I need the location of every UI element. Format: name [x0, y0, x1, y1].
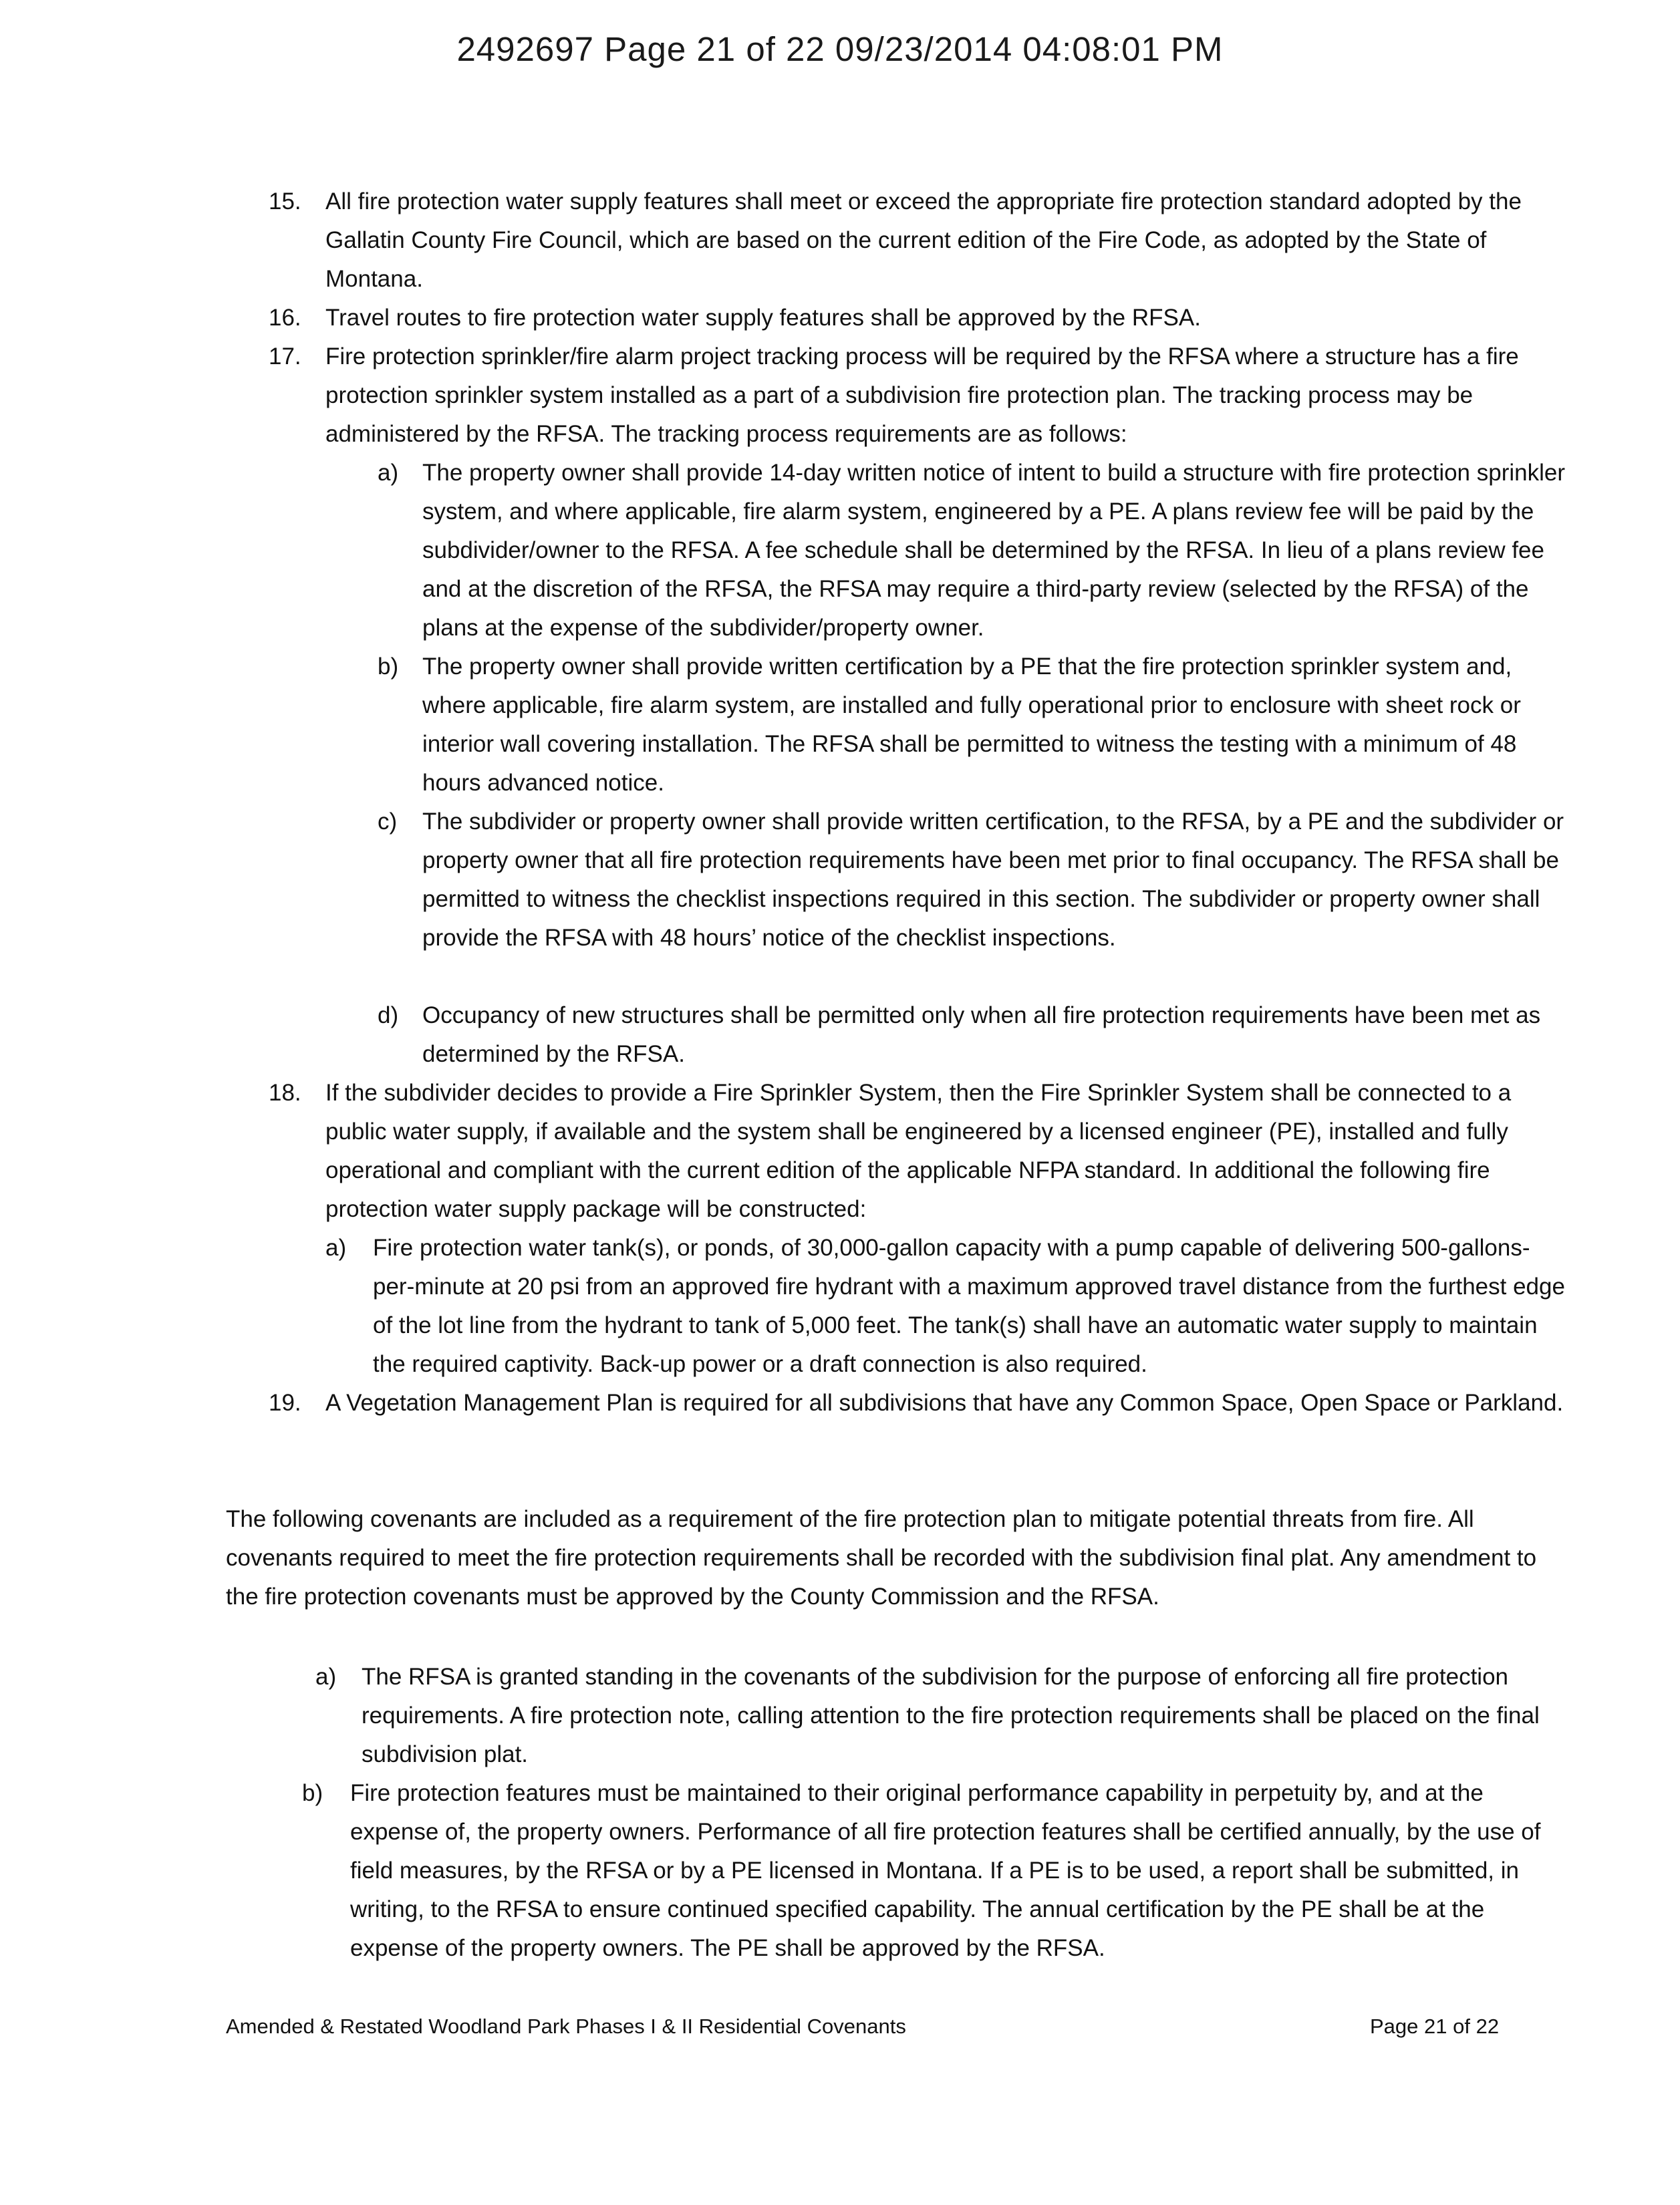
footer-page-number: Page 21 of 22 — [1370, 2015, 1500, 2038]
item-number: 18. — [269, 1080, 301, 1106]
item-letter: b) — [378, 653, 399, 680]
covenants-intro-paragraph: The following covenants are included as a requirement of the fire protection plan to mitigate potential threats from fire. All covenants required to meet the fire protection requirements shall be recorded with the subdivision final plat. Any amendment to the fire protection covenants must be approved by the County Commission and the RFSA. — [226, 1506, 1537, 1610]
item-number: 17. — [269, 343, 301, 370]
item-text: All fire protection water supply features shall meet or exceed the appropriate fire protection standard adopted by the Gallatin County Fire Council, which are based on the current edition of the Fire Code, as adopted by the State of Montana. — [325, 188, 1522, 292]
item-letter: a) — [325, 1235, 347, 1261]
item-number: 19. — [269, 1390, 301, 1416]
item-text: A Vegetation Management Plan is required for all subdivisions that have any Common Space, Open Space or Parkland. — [325, 1390, 1564, 1416]
item-number: 15. — [269, 188, 301, 214]
item-number: 16. — [269, 305, 301, 331]
item-text: The property owner shall provide 14-day written notice of intent to build a structure with fire protection sprinkler system, and where applicable, fire alarm system, engineered by a PE. A plans review fee will be paid by the subdivider/owner to the RFSA. A fee schedule shall be determined by the RFSA. In lieu of a plans review fee and at the discretion of the RFSA, the RFSA may require a third-party review (selected by the RFSA) of the plans at the expense of the subdivider/property owner. — [422, 460, 1566, 641]
recording-stamp: 2492697 Page 21 of 22 09/23/2014 04:08:01 PM — [456, 30, 1224, 68]
item-text: If the subdivider decides to provide a Fire Sprinkler System, then the Fire Sprinkler System shall be connected to a public water supply, if available and the system shall be engineered by a licensed engineer (PE), installed and fully operational and compliant with the current edition of the applicable NFPA standard. In additional the following fire protection water supply package will be constructed: — [325, 1080, 1512, 1222]
item-text: Fire protection sprinkler/fire alarm project tracking process will be required by the RFSA where a structure has a fire protection sprinkler system installed as a part of a subdivision fire protection plan. The tracking process may be administered by the RFSA. The tracking process requirements are as follows: — [325, 343, 1519, 447]
item-text: The RFSA is granted standing in the covenants of the subdivision for the purpose of enforcing all fire protection requirements. A fire protection note, calling attention to the fire protection requirements shall be placed on the final subdivision plat. — [362, 1664, 1540, 1767]
item-text: Fire protection features must be maintained to their original performance capability in perpetuity by, and at the expense of, the property owners. Performance of all fire protection features shall be certified annually, by the use of field measures, by the RFSA or by a PE licensed in Montana. If a PE is to be used, a report shall be submitted, in writing, to the RFSA to ensure continued specified capability. The annual certification by the PE shall be at the expense of the property owners. The PE shall be approved by the RFSA. — [350, 1780, 1541, 1961]
item-text: Occupancy of new structures shall be permitted only when all fire protection requirements have been met as determined by the RFSA. — [422, 1002, 1541, 1067]
item-letter: b) — [302, 1780, 323, 1806]
item-text: Travel routes to fire protection water supply features shall be approved by the RFSA. — [325, 305, 1201, 331]
item-letter: a) — [378, 460, 399, 486]
item-text: Fire protection water tank(s), or ponds, of 30,000-gallon capacity with a pump capable of delivering 500-gallons-per-minute at 20 psi from an approved fire hydrant with a maximum approved travel distance from the furthest edge of the lot line from the hydrant to tank of 5,000 feet. The tank(s) shall have an automatic water supply to maintain the required captivity. Back-up power or a draft connection is also required. — [373, 1235, 1565, 1377]
item-letter: a) — [315, 1664, 337, 1690]
item-text: The property owner shall provide written certification by a PE that the fire protection sprinkler system and, where applicable, fire alarm system, are installed and fully operational prior to enclosure with sheet rock or interior wall covering installation. The RFSA shall be permitted to witness the testing with a minimum of 48 hours advanced notice. — [422, 653, 1521, 796]
item-letter: c) — [378, 808, 398, 835]
item-text: The subdivider or property owner shall provide written certification, to the RFSA, by a PE and the subdivider or property owner that all fire protection requirements have been met prior to final occupancy. The RFSA shall be permitted to witness the checklist inspections required in this section. The subdivider or property owner shall provide the RFSA with 48 hours’ notice of the checklist inspections. — [422, 808, 1564, 951]
item-letter: d) — [378, 1002, 399, 1028]
footer-document-title: Amended & Restated Woodland Park Phases I & II Residential Covenants — [226, 2015, 906, 2038]
